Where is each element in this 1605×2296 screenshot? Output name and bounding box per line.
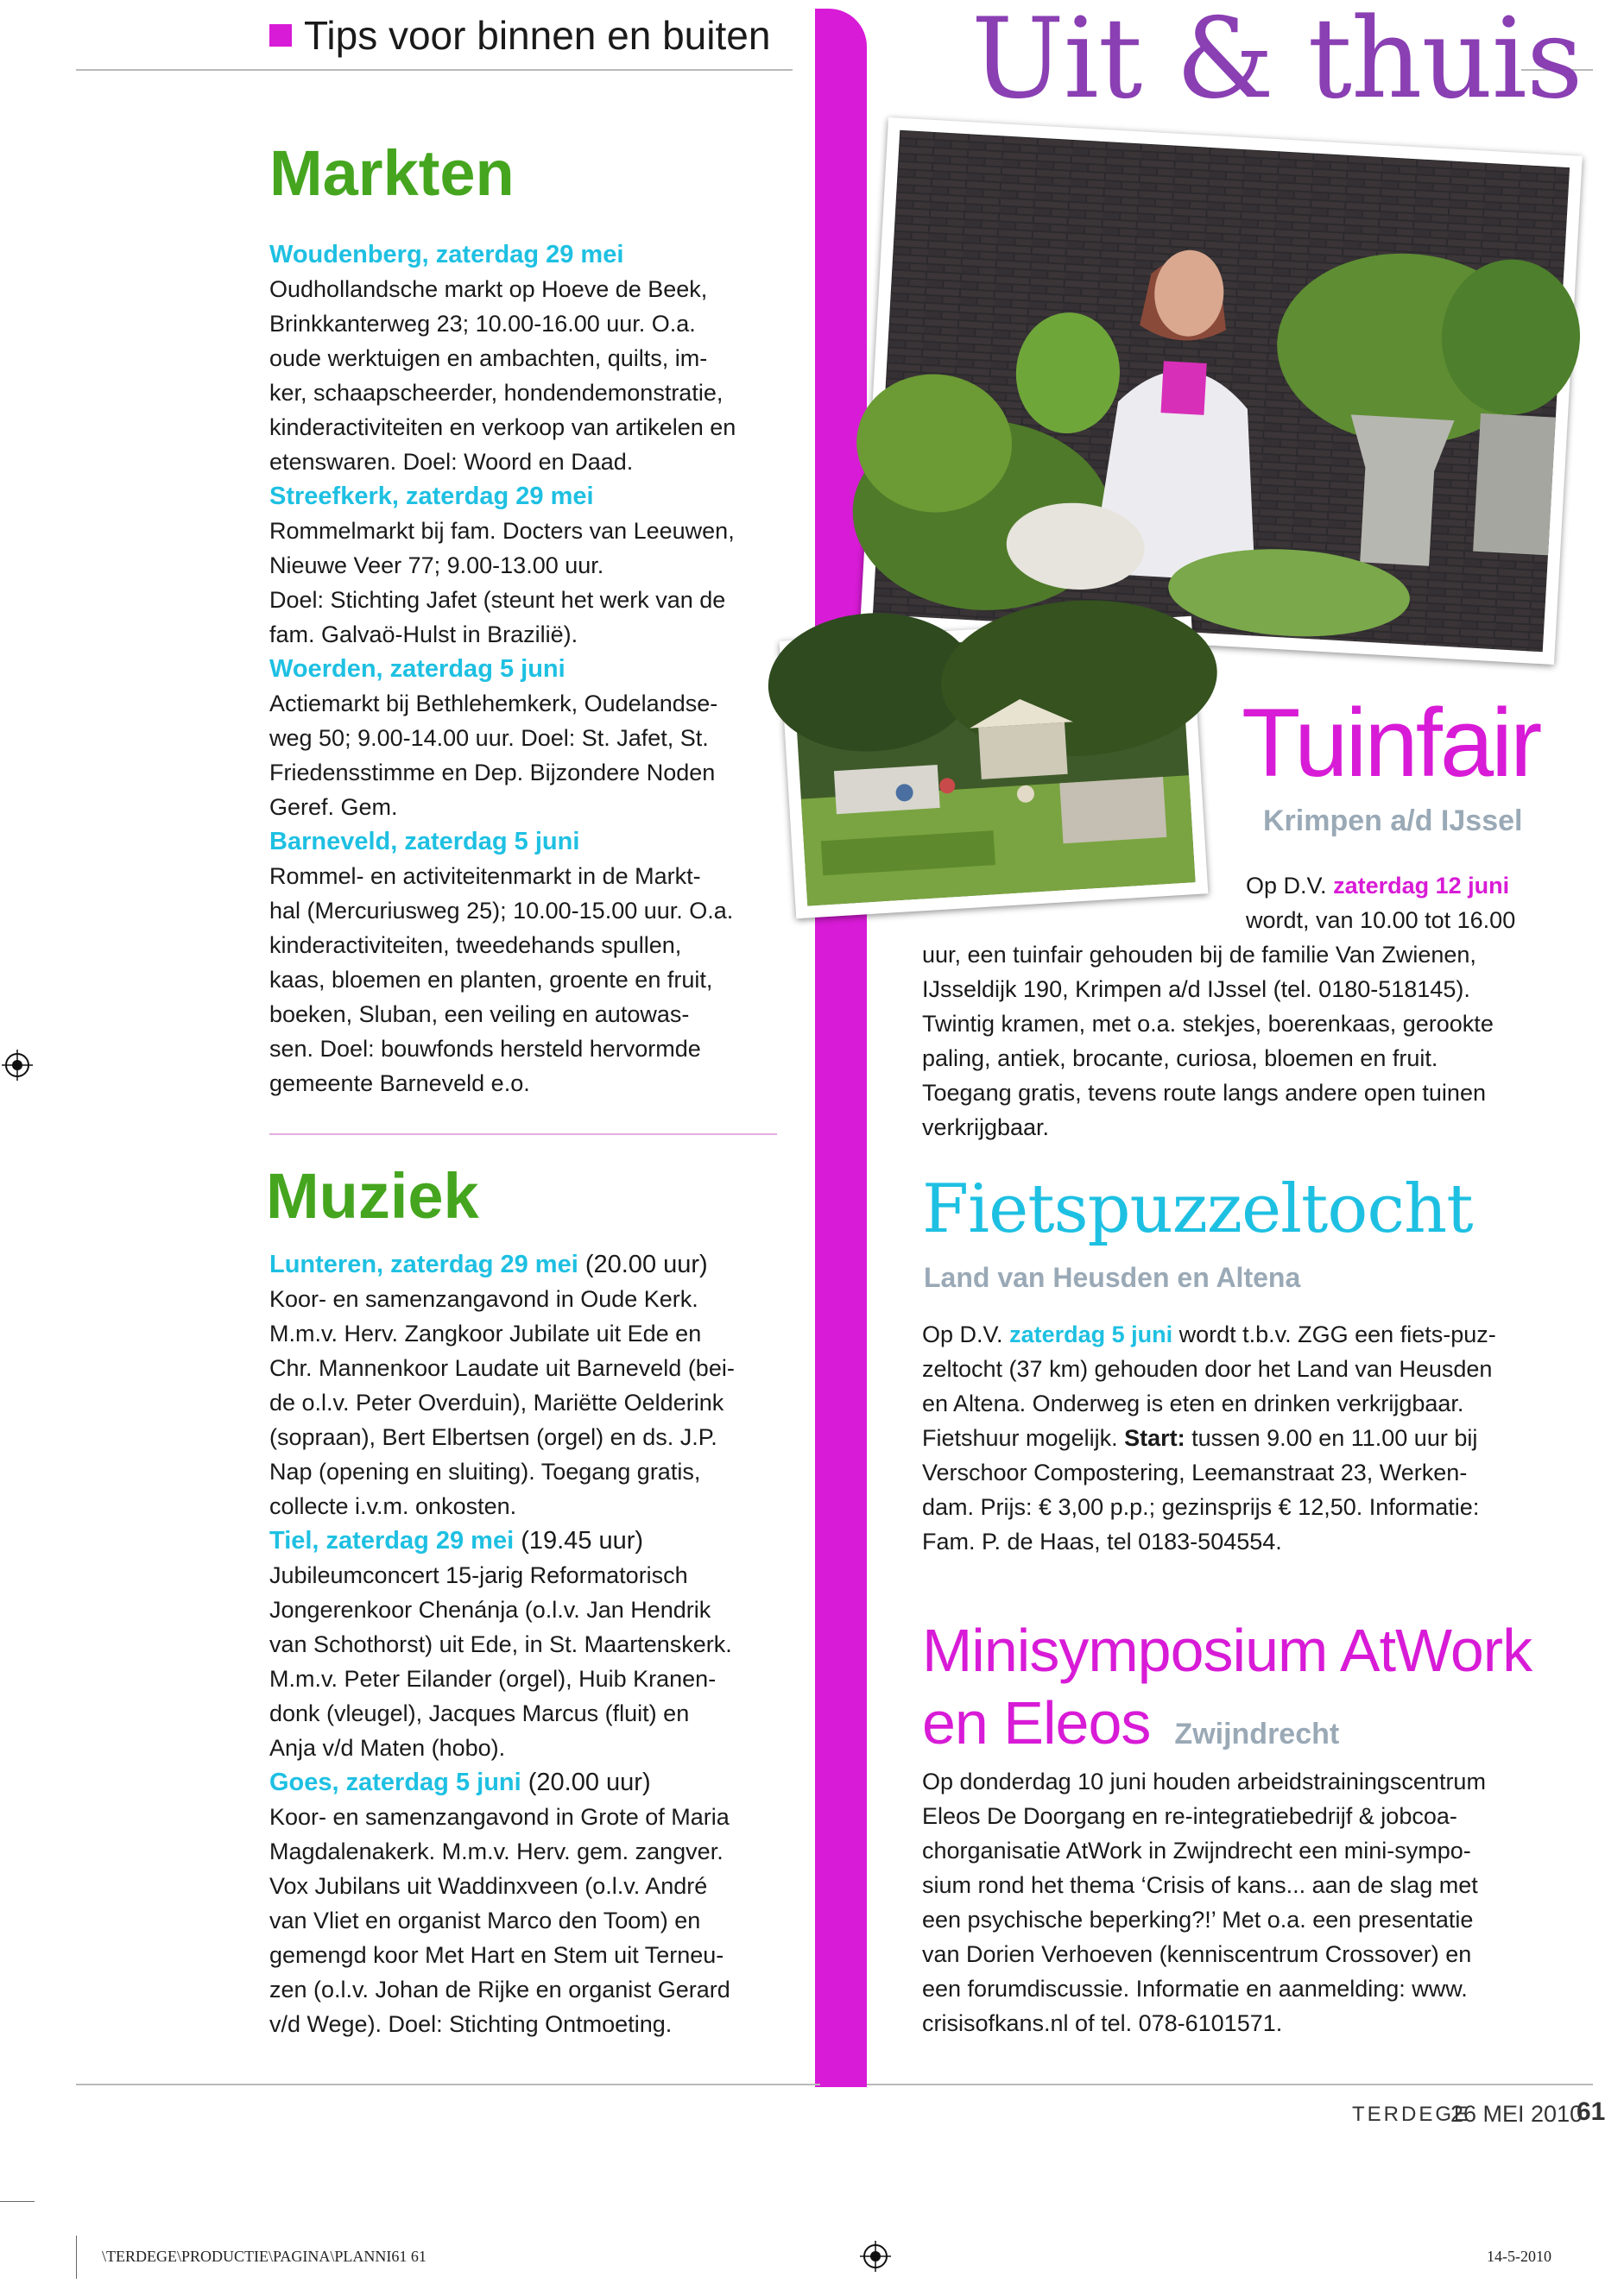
crop-mark-horizontal	[0, 2201, 35, 2202]
body-text-line: Twintig kramen, met o.a. stekjes, boerenkaas, gerookte	[922, 1011, 1494, 1037]
entry-heading	[269, 1765, 787, 1800]
fiets-lines-b	[922, 1455, 1552, 1559]
body-text-line: van Dorien Verhoeven (kenniscentrum Crossover) en	[922, 1941, 1472, 1967]
entry-heading	[269, 1523, 787, 1558]
body-text-line: een psychische beperking?!’ Met o.a. een presentatie	[922, 1907, 1474, 1933]
entry-body-line: M.m.v. Peter Eilander (orgel), Huib Kranen-	[269, 1665, 717, 1692]
entry-heading	[269, 237, 787, 272]
fietspuzzeltocht-body	[922, 1317, 1552, 1559]
crop-mark-vertical	[76, 2236, 77, 2279]
entry-body-line: hal (Mercuriusweg 25); 10.00-15.00 uur. O.a.	[269, 898, 734, 924]
entry-body-line: gemengd koor Met Hart en Stem uit Terneu-	[269, 1941, 724, 1968]
fiets-line-1-prefix: Op D.V.	[922, 1321, 1010, 1347]
fietspuzzeltocht-location: Land van Heusden en Altena	[924, 1262, 1301, 1293]
entry-body-line: Vox Jubilans uit Waddinxveen (o.l.v. André	[269, 1872, 708, 1899]
entry-body-line: Actiemarkt bij Bethlehemkerk, Oudelandse-	[269, 691, 718, 717]
entry-body-line: Brinkkanterweg 23; 10.00-16.00 uur. O.a.	[269, 311, 696, 337]
markten-title: Markten	[269, 137, 515, 209]
entry-heading	[269, 479, 787, 514]
garden-fair-image	[792, 629, 1195, 906]
entry-body-line: ker, schaapscheerder, hondendemonstratie,	[269, 380, 724, 407]
tuinfair-title: Tuinfair	[1242, 689, 1540, 797]
fiets-line-4-prefix: Fietshuur mogelijk.	[922, 1425, 1125, 1451]
entry-body-line: Friedensstimme en Dep. Bijzondere Noden	[269, 760, 716, 786]
tuinfair-date: zaterdag 12 juni	[1333, 873, 1510, 899]
fiets-line-4-rest: tussen 9.00 en 11.00 uur bij	[1185, 1425, 1478, 1451]
photo-frame-fair	[780, 616, 1209, 919]
entry-body-line: kinderactiviteiten en verkoop van artikelen en	[269, 414, 736, 441]
tuinfair-lead	[1246, 868, 1539, 937]
body-text-line: crisisofkans.nl of tel. 078-6101571.	[922, 2010, 1283, 2036]
entry-heading-text: Lunteren, zaterdag 29 mei	[269, 1250, 578, 1278]
entry-body-line: kinderactiviteiten, tweedehands spullen,	[269, 932, 682, 959]
fiets-lines-a	[922, 1352, 1552, 1421]
body-text-line: Op donderdag 10 juni houden arbeidstrainingscentrum	[922, 1769, 1486, 1795]
body-text-line: Toegang gratis, tevens route langs andere open tuinen	[922, 1080, 1486, 1106]
minisymposium-title-line1: Minisymposium AtWork	[922, 1617, 1532, 1684]
top-rule-left	[76, 69, 793, 71]
entry-body-line: van Vliet en organist Marco den Toom) en	[269, 1907, 701, 1933]
body-text-line: sium rond het thema ‘Crisis of kans... aan de slag met	[922, 1872, 1478, 1898]
photo-frame-woman-plants	[860, 117, 1583, 665]
body-text-line: paling, antiek, brocante, curiosa, bloemen en fruit.	[922, 1045, 1438, 1071]
entry-body-line: donk (vleugel), Jacques Marcus (fluit) en	[269, 1700, 690, 1726]
entry-body-line: Doel: Stichting Jafet (steunt het werk van de	[269, 587, 726, 614]
entry-body-line: fam. Galvaö-Hulst in Brazilië).	[269, 621, 578, 648]
entry-body-line: zen (o.l.v. Johan de Rijke en organist Gerard	[269, 1976, 730, 2003]
muziek-title: Muziek	[266, 1160, 479, 1233]
body-text-line: Eleos De Doorgang en re-integratiebedrijf & jobcoa-	[922, 1803, 1457, 1829]
minisymposium-title	[922, 1614, 1578, 1770]
tuinfair-lead-line2: wordt, van 10.00 tot 16.00	[1246, 907, 1516, 933]
body-text-line: en Altena. Onderweg is eten en drinken verkrijgbaar.	[922, 1391, 1464, 1416]
entry-heading-text: Tiel, zaterdag 29 mei	[269, 1526, 515, 1555]
minisymposium-location: Zwijndrecht	[1174, 1718, 1340, 1750]
fietspuzzeltocht-title: Fietspuzzeltocht	[922, 1170, 1473, 1248]
entry-body-line: sen. Doel: bouwfonds hersteld hervormde	[269, 1036, 701, 1063]
bottom-rule-left	[76, 2084, 820, 2085]
page-title: Uit & thuis	[971, 0, 1583, 123]
minisymposium-title-line2-wrap	[922, 1687, 1578, 1770]
entry-body-line: Oudhollandsche markt op Hoeve de Beek,	[269, 276, 708, 303]
tuinfair-location: Krimpen a/d IJssel	[1263, 804, 1523, 837]
entry-body-line: oude werktuigen en ambachten, quilts, im-	[269, 345, 708, 372]
entry-heading-text: Barneveld, zaterdag 5 juni	[269, 828, 580, 856]
section-divider	[269, 1133, 777, 1135]
entry-body-line: gemeente Barneveld e.o.	[269, 1070, 530, 1097]
entry-body-line: Rommel- en activiteitenmarkt in de Markt-	[269, 863, 701, 890]
entry-body-line: Nieuwe Veer 77; 9.00-13.00 uur.	[269, 552, 604, 579]
entry-body-line: Nap (opening en sluiting). Toegang gratis,	[269, 1458, 701, 1485]
body-text-line: uur, een tuinfair gehouden bij de familie Van Zwienen,	[922, 942, 1476, 968]
bottom-rule-right	[867, 2084, 1593, 2085]
entry-body-line: Rommelmarkt bij fam. Docters van Leeuwen,	[269, 518, 735, 545]
woman-plants-image	[873, 130, 1570, 652]
body-text-line: een forumdiscussie. Informatie en aanmelding: www.	[922, 1976, 1468, 2002]
fiets-line-1-rest: wordt t.b.v. ZGG een fiets-puz-	[1172, 1321, 1496, 1347]
entry-heading-text: Woudenberg, zaterdag 29 mei	[269, 241, 624, 269]
minisymposium-body	[922, 1764, 1561, 2041]
entry-heading	[269, 824, 787, 859]
entry-time: (19.45 uur)	[514, 1526, 644, 1555]
entry-body-line: v/d Wege). Doel: Stichting Ontmoeting.	[269, 2010, 673, 2037]
body-text-line: Verschoor Compostering, Leemanstraat 23, Werken-	[922, 1460, 1468, 1485]
registration-mark-icon	[2, 1050, 33, 1081]
minisymposium-title-line2: en Eleos	[922, 1689, 1151, 1757]
footer-page-number: 61	[1577, 2097, 1605, 2126]
entry-body-line: de o.l.v. Peter Overduin), Mariëtte Oelderink	[269, 1389, 724, 1416]
fiets-date: zaterdag 5 juni	[1009, 1321, 1173, 1347]
magenta-column-bar	[815, 9, 867, 2087]
fiets-line-4	[922, 1421, 1552, 1455]
section-marker-square	[269, 24, 292, 47]
body-text-line: Fam. P. de Haas, tel 0183-504554.	[922, 1529, 1282, 1555]
muziek-list	[269, 1247, 787, 2041]
body-text-line: dam. Prijs: € 3,00 p.p.; gezinsprijs € 12,50. Informatie:	[922, 1494, 1480, 1520]
entry-body-line: (sopraan), Bert Elbertsen (orgel) en ds. J.P.	[269, 1423, 717, 1450]
print-slug-path: \TERDEGE\PRODUCTIE\PAGINA\PLANNI61 61	[102, 2248, 427, 2265]
entry-body-line: Chr. Mannenkoor Laudate uit Barneveld (bei-	[269, 1354, 735, 1381]
entry-heading	[269, 1247, 787, 1282]
print-slug-date: 14-5-2010	[1487, 2248, 1551, 2265]
body-text-line: zeltocht (37 km) gehouden door het Land van Heusden	[922, 1356, 1493, 1382]
entry-body-line: weg 50; 9.00-14.00 uur. Doel: St. Jafet, St.	[269, 725, 709, 752]
entry-body-line: Koor- en samenzangavond in Oude Kerk.	[269, 1285, 698, 1312]
markten-list	[269, 237, 787, 1101]
photo-garden-fair	[792, 629, 1195, 906]
photo-woman-with-plants	[873, 130, 1570, 652]
fiets-start-label: Start:	[1124, 1425, 1185, 1451]
entry-heading-text: Goes, zaterdag 5 juni	[269, 1768, 521, 1796]
entry-time: (20.00 uur)	[521, 1768, 651, 1796]
body-text-line: verkrijgbaar.	[922, 1114, 1050, 1140]
footer-publication: TERDEGE	[1352, 2103, 1471, 2126]
entry-heading-text: Woerden, zaterdag 5 juni	[269, 655, 566, 684]
entry-body-line: etenswaren. Doel: Woord en Daad.	[269, 449, 634, 476]
entry-body-line: van Schothorst) uit Ede, in St. Maartenskerk.	[269, 1631, 732, 1657]
footer-date: 26 MEI 2010	[1450, 2101, 1583, 2127]
entry-body-line: Jubileumconcert 15-jarig Reformatorisch	[269, 1561, 688, 1588]
entry-time: (20.00 uur)	[578, 1250, 708, 1278]
entry-body-line: Jongerenkoor Chenánja (o.l.v. Jan Hendrik	[269, 1596, 711, 1623]
tuinfair-lead-line1	[1246, 868, 1539, 903]
left-column	[266, 137, 787, 2041]
tuinfair-lead-prefix: Op D.V.	[1246, 873, 1334, 899]
entry-body-line: Koor- en samenzangavond in Grote of Maria	[269, 1803, 730, 1830]
entry-body-line: kaas, bloemen en planten, groente en fruit,	[269, 967, 713, 993]
registration-mark-icon	[860, 2241, 891, 2272]
entry-body-line: collecte i.v.m. onkosten.	[269, 1492, 517, 1519]
entry-body-line: Magdalenakerk. M.m.v. Herv. gem. zangver.	[269, 1838, 724, 1864]
entry-body-line: Geref. Gem.	[269, 794, 398, 821]
entry-body-line: Anja v/d Maten (hobo).	[269, 1734, 506, 1761]
entry-body-line: M.m.v. Herv. Zangkoor Jubilate uit Ede en	[269, 1320, 702, 1347]
entry-heading	[269, 652, 787, 686]
fiets-line-1	[922, 1317, 1552, 1352]
entry-heading-text: Streefkerk, zaterdag 29 mei	[269, 483, 594, 511]
tuinfair-body	[922, 937, 1544, 1145]
body-text-line: IJsseldijk 190, Krimpen a/d IJssel (tel. 0180-518145).	[922, 976, 1470, 1002]
entry-body-line: boeken, Sluban, een veiling en autowas-	[269, 1001, 690, 1028]
section-label: Tips voor binnen en buiten	[304, 13, 771, 58]
body-text-line: chorganisatie AtWork in Zwijndrecht een mini-sympo-	[922, 1838, 1471, 1864]
